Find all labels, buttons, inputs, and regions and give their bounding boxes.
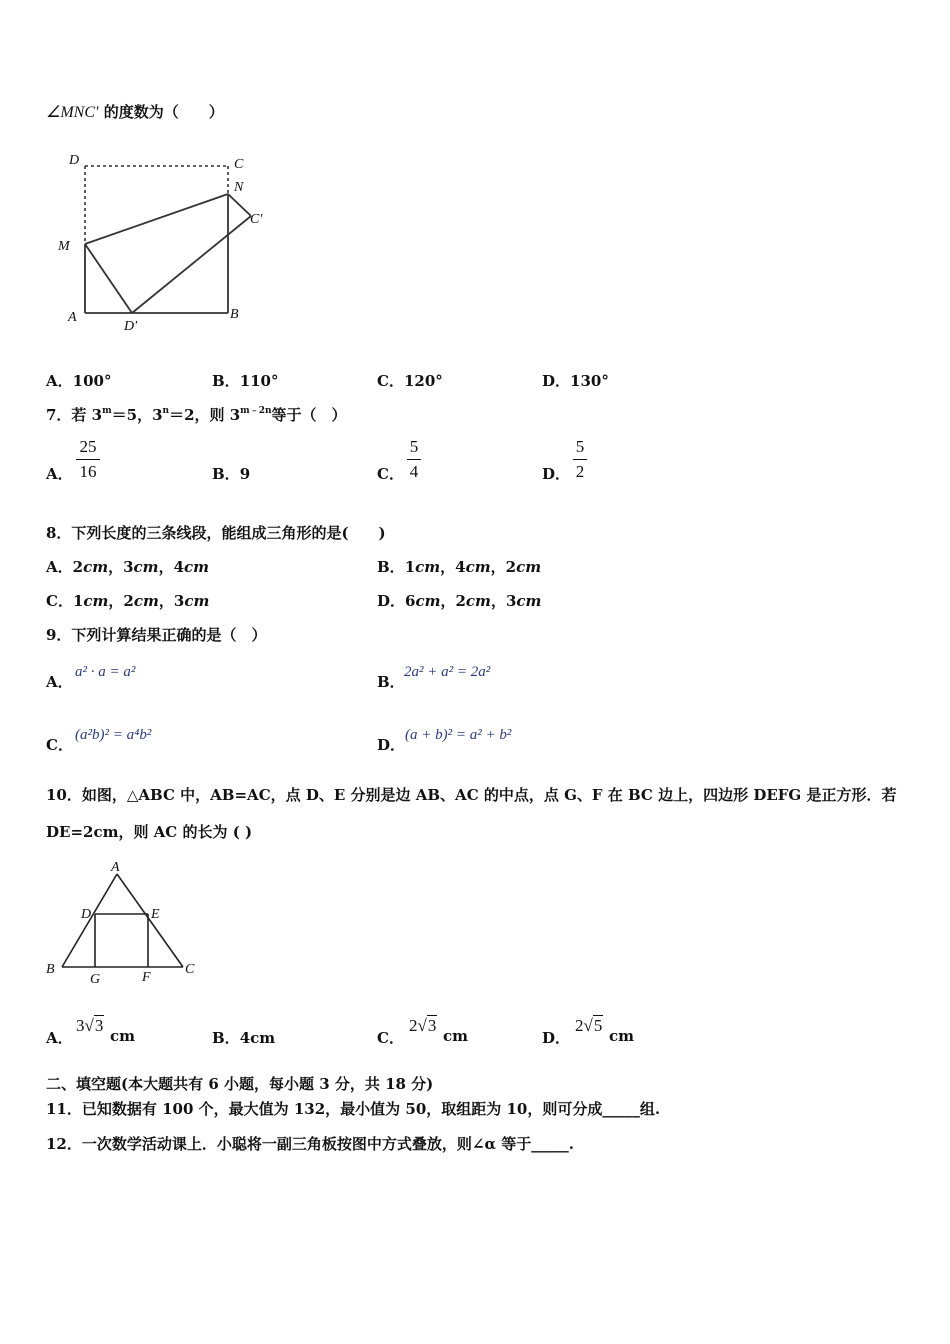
q6-stem-text: 的度数为（ ） [103, 103, 224, 121]
q9-stem: 9．下列计算结果正确的是（ ） [46, 626, 267, 644]
q10-option-d-unit: cm [609, 1027, 635, 1045]
q10-option-c-key: C． [377, 1029, 404, 1047]
q7-option-a-key: A． [46, 465, 73, 483]
q7-option-a-fraction: 25 16 [76, 437, 100, 482]
q7-option-c-fraction: 5 4 [407, 437, 421, 482]
q6-label-M: M [58, 239, 70, 254]
section2-title: 二、填空题(本大题共有 6 小题，每小题 3 分，共 18 分) [46, 1075, 434, 1093]
q10-label-F: F [142, 970, 151, 985]
q6-MN [85, 194, 228, 244]
q7-stem: 7．若 $3^m=5$，$3^n=2$，则 $3^{m﹣2n}$等于（ ） [46, 406, 347, 424]
q8-option-d: D．6cm，2cm，3cm [377, 592, 542, 610]
q7-option-d-key: D． [542, 465, 571, 483]
q9-option-a-key: A． [46, 673, 73, 691]
q7-option-d-fraction: 5 2 [573, 437, 587, 482]
q6-figure [55, 148, 275, 338]
q10-option-a-value: 3√3 [76, 1016, 104, 1035]
q8-option-a: A．2cm，3cm，4cm [46, 558, 210, 576]
q6-option-c: C．120° [377, 372, 443, 390]
q6-label-Dp: D′ [124, 319, 138, 334]
q6-option-b: B．110° [212, 372, 279, 390]
q6-option-d: D．130° [542, 372, 609, 390]
q10-option-b: B．4cm [212, 1029, 276, 1047]
q9-option-b-expr: 2a² + a² = 2a² [404, 664, 491, 680]
q8-option-c: C．1cm，2cm，3cm [46, 592, 210, 610]
q6-label-B: B [230, 307, 239, 322]
q12-text: 12．一次数学活动课上．小聪将一副三角板按图中方式叠放，则∠α 等于_____. [46, 1135, 574, 1153]
q7-option-b: B．9 [212, 465, 251, 483]
q10-stem-line2: DE=2cm，则 AC 的长为 ( ) [46, 823, 253, 841]
q10-label-C: C [185, 962, 195, 977]
q8-stem: 8．下列长度的三条线段，能组成三角形的是( ) [46, 524, 386, 542]
q6-label-C: C [234, 157, 244, 172]
q9-option-d-expr: (a + b)² = a² + b² [405, 727, 512, 743]
q10-label-A: A [111, 860, 120, 875]
q10-label-G: G [90, 972, 101, 987]
q6-option-a: A．100° [46, 372, 112, 390]
q10-figure [40, 857, 210, 987]
q6-NCp [228, 194, 251, 216]
q9-option-a-expr: a² · a = a² [75, 664, 136, 680]
q7-option-c-key: C． [377, 465, 404, 483]
q6-DpCp [132, 216, 251, 313]
q10-option-d-value: 2√5 [575, 1016, 603, 1035]
q6-label-D: D [69, 153, 80, 168]
q10-label-B: B [46, 962, 55, 977]
q8-option-b: B．1cm，4cm，2cm [377, 558, 542, 576]
q6-label-A: A [68, 310, 77, 325]
q10-option-c-value: 2√3 [409, 1016, 437, 1035]
q6-label-N: N [234, 180, 244, 195]
q10-option-a-unit: cm [110, 1027, 136, 1045]
q9-option-c-expr: (a²b)² = a⁴b² [75, 727, 152, 743]
q6-stem-angle: ∠MNC′ [46, 104, 99, 121]
q6-MDp [85, 244, 132, 313]
q10-option-c-unit: cm [443, 1027, 469, 1045]
q6-label-Cp: C′ [250, 212, 263, 227]
q10-stem-line1: 10．如图，△ABC 中，AB=AC，点 D、E 分别是边 AB、AC 的中点，点 G、F 在 BC 边上，四边形 DEFG 是正方形．若 [46, 786, 897, 804]
q10-option-a-key: A． [46, 1029, 73, 1047]
q9-option-b-key: B． [377, 673, 405, 691]
q10-side-AC [117, 874, 183, 967]
q6-stem [46, 101, 224, 122]
q11-text: 11．已知数据有 100 个，最大值为 132，最小值为 50，取组距为 10，则可分成_____组. [46, 1100, 661, 1118]
q9-option-c-key: C． [46, 736, 73, 754]
q9-option-d-key: D． [377, 736, 406, 754]
q10-label-D: D [81, 907, 92, 922]
q10-option-d-key: D． [542, 1029, 571, 1047]
q10-label-E: E [151, 907, 160, 922]
